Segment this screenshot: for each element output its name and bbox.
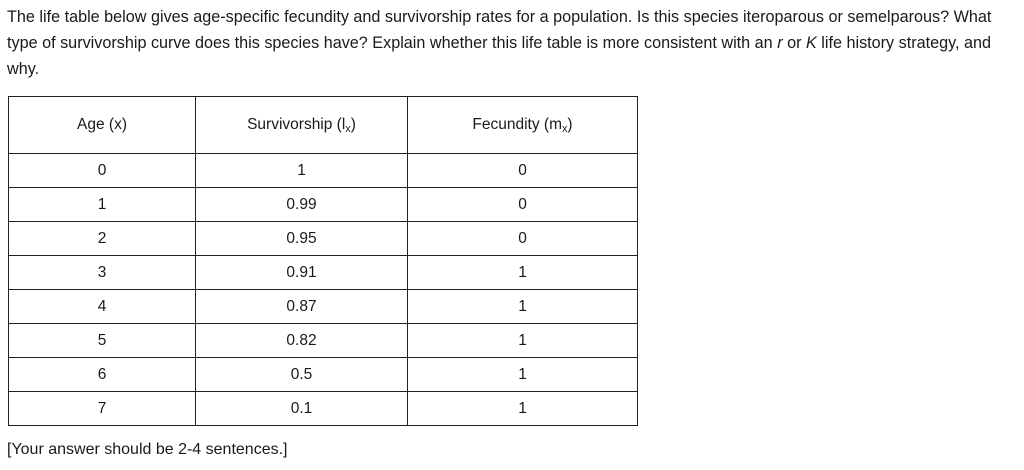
cell-fecundity: 1 [408,358,638,392]
life-table [8,96,638,426]
header-survivorship-close: ) [350,116,356,133]
cell-fecundity: 0 [408,188,638,222]
cell-fecundity: 0 [408,222,638,256]
cell-survivorship: 0.82 [196,324,408,358]
cell-age: 1 [9,188,196,222]
cell-survivorship: 0.95 [196,222,408,256]
table-row [9,324,638,358]
question-part-3: life history strategy, and why. [7,34,992,78]
table-row [9,222,638,256]
table-row [9,392,638,426]
cell-age: 2 [9,222,196,256]
header-fecundity-subscript: x [562,123,568,135]
cell-age: 0 [9,154,196,188]
header-survivorship-subscript: x [345,123,351,135]
cell-fecundity: 1 [408,290,638,324]
cell-fecundity: 1 [408,392,638,426]
question-text [7,4,1019,82]
cell-fecundity: 0 [408,154,638,188]
cell-age: 7 [9,392,196,426]
table-header-row [9,97,638,154]
cell-survivorship: 0.5 [196,358,408,392]
header-age [9,97,196,154]
cell-age: 5 [9,324,196,358]
header-fecundity [408,97,638,154]
cell-fecundity: 1 [408,256,638,290]
cell-survivorship: 0.1 [196,392,408,426]
table-row [9,188,638,222]
k-strategy-letter: K [805,34,817,52]
answer-length-note: [Your answer should be 2-4 sentences.] [7,441,288,458]
table-row [9,358,638,392]
table-row [9,154,638,188]
cell-age: 4 [9,290,196,324]
header-survivorship [196,97,408,154]
question-part-2: or [782,34,806,52]
header-survivorship-label: Survivorship (l [247,116,346,133]
r-strategy-letter: r [777,34,783,52]
header-age-label: Age (x) [77,116,127,133]
table-row [9,290,638,324]
cell-survivorship: 1 [196,154,408,188]
cell-age: 6 [9,358,196,392]
question-part-1: The life table below gives age-specific fecundity and survivorship rates for a population. Is this species iteroparous or semelparous? What type of survivorship curve does this species have? Explain whether this life table is more consistent with an [7,8,992,52]
cell-fecundity: 1 [408,324,638,358]
header-fecundity-label: Fecundity (m [472,116,562,133]
cell-survivorship: 0.87 [196,290,408,324]
cell-age: 3 [9,256,196,290]
table-row [9,256,638,290]
cell-survivorship: 0.91 [196,256,408,290]
cell-survivorship: 0.99 [196,188,408,222]
header-fecundity-close: ) [567,116,573,133]
